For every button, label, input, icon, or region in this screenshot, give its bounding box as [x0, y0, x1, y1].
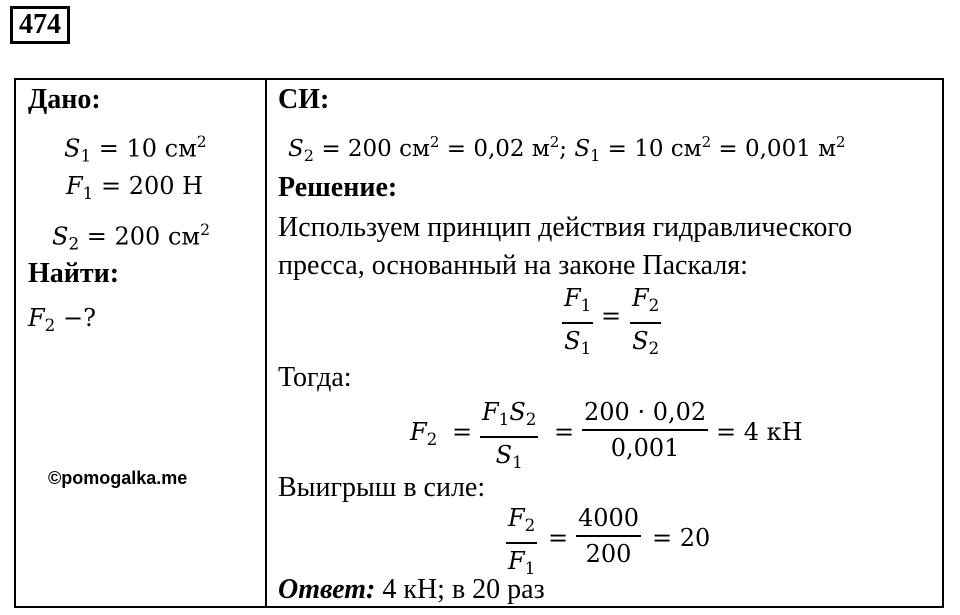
find-heading: Найти: — [28, 258, 120, 289]
eq2-lhs: $F_2$ — [410, 418, 438, 450]
answer-line — [278, 574, 545, 606]
eq3-result: = 20 — [652, 524, 711, 552]
eq1-fraction-left: $F_1$ $S_1$ — [564, 284, 592, 359]
gain-label: Выигрыш в силе: — [278, 472, 486, 503]
then-label: Тогда: — [278, 362, 352, 393]
eq3-fraction-numeric: 4000 200 — [578, 504, 640, 568]
find-f2: $F_2$ −? — [28, 304, 96, 336]
answer-label: Ответ: — [278, 574, 376, 605]
si-heading: СИ: — [278, 84, 330, 115]
si-conversions: $S_2 = 200$ $см^2 = 0,02$ $м^2$; $S_1 = 10$ $см^2 = 0,001$ $м^2$ — [288, 133, 846, 165]
watermark: ©pomogalka.me — [48, 468, 188, 488]
eq2-result: = 4 кН — [716, 418, 803, 446]
eq2-fraction-symbolic: $F_1S_2$ $S_1$ — [482, 398, 537, 473]
solution-text-1: Используем принцип действия гидравлического — [278, 212, 853, 243]
answer-value: 4 кН; в 20 раз — [375, 574, 545, 605]
eq3-fraction-symbolic: $F_2$ $F_1$ — [508, 504, 536, 579]
eq1-fraction-right: $F_2$ $S_2$ — [632, 284, 660, 359]
given-f1: $F_1 = 200$ Н — [66, 172, 204, 204]
eq1-equals: = — [601, 302, 622, 330]
eq3-equals: = — [548, 524, 569, 552]
column-divider — [265, 80, 267, 606]
given-s2: $S_2 = 200$ $см^2$ — [52, 221, 210, 254]
given-s1: $S_1 = 10$ $см^2$ — [64, 133, 207, 166]
solution-text-2: пресса, основанный на законе Паскаля: — [278, 250, 748, 281]
solution-table — [14, 78, 944, 608]
given-heading: Дано: — [28, 84, 101, 115]
problem-number: 474 — [10, 6, 70, 44]
eq2-equals-1: = — [452, 418, 473, 446]
eq2-equals-2: = — [554, 418, 575, 446]
solution-heading: Решение: — [278, 172, 398, 203]
eq2-fraction-numeric: 200 · 0,02 0,001 — [584, 398, 707, 462]
